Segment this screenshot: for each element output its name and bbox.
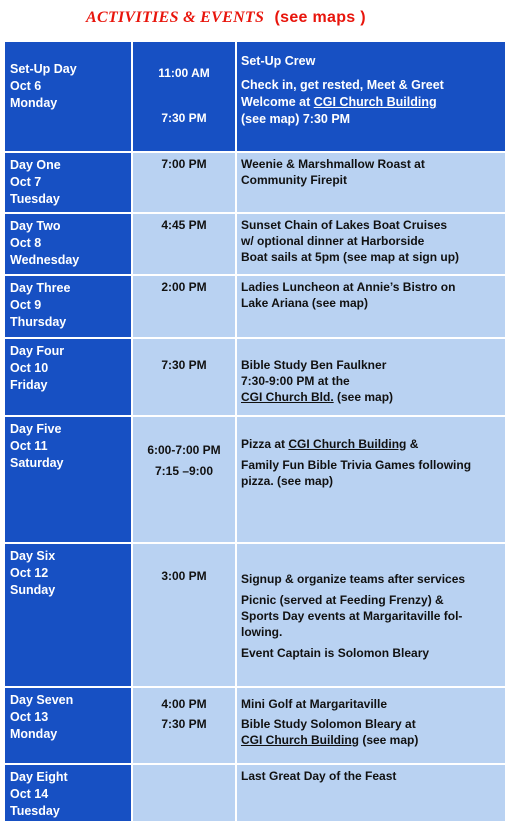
activity-text: [241, 732, 501, 748]
activity-text: Lake Ariana (see map): [241, 296, 368, 310]
day-date: Oct 8: [10, 236, 42, 250]
activity-text: lowing.: [241, 625, 283, 639]
title-subtitle: (see maps ): [274, 9, 366, 26]
time-cell: [133, 339, 235, 415]
time-value: 3:00 PM: [161, 569, 207, 583]
day-date: Oct 11: [10, 439, 48, 453]
activity-text: Event Captain is Solomon Bleary: [241, 646, 430, 660]
activity-cell: [237, 339, 505, 415]
church-building-link[interactable]: CGI Church Building: [241, 733, 359, 747]
day-name: Day Seven: [10, 693, 74, 707]
activity-text-part: Pizza at: [241, 437, 289, 451]
day-name: Day Six: [10, 549, 56, 563]
activity-text: Ladies Luncheon at Annie’s Bistro on: [241, 280, 456, 294]
time-value: 4:45 PM: [161, 218, 207, 232]
time-cell: [133, 42, 235, 151]
day-name: Day Two: [10, 219, 61, 233]
time-cell: [133, 765, 235, 821]
activity-text-part: (see map): [359, 733, 419, 747]
day-name: Day Five: [10, 422, 62, 436]
day-date: Oct 13: [10, 710, 49, 724]
day-cell: [5, 765, 131, 821]
activity-text: Bible Study Ben Faulkner: [241, 358, 387, 372]
day-weekday: Thursday: [10, 315, 67, 329]
activity-text: Weenie & Marshmallow Roast at: [241, 157, 425, 171]
day-weekday: Tuesday: [10, 192, 60, 206]
activity-cell: [237, 214, 505, 274]
activity-text: Community Firepit: [241, 173, 348, 187]
day-weekday: Tuesday: [10, 804, 60, 818]
activity-text: Last Great Day of the Feast: [241, 769, 397, 783]
activity-text: w/ optional dinner at Harborside: [241, 234, 425, 248]
activity-text: Sunset Chain of Lakes Boat Cruises: [241, 218, 448, 232]
time-cell: [133, 214, 235, 274]
activity-text: pizza. (see map): [241, 474, 334, 488]
day-name: Day Eight: [10, 770, 68, 784]
time-value: 2:00 PM: [161, 280, 207, 294]
activity-text: Picnic (served at Feeding Frenzy) &: [241, 593, 444, 607]
day-weekday: Monday: [10, 727, 58, 741]
day-date: Oct 6: [10, 79, 42, 93]
activity-text: [241, 389, 501, 405]
day-cell: [5, 214, 131, 274]
title-text: ACTIVITIES & EVENTS: [86, 9, 265, 26]
table-row: [5, 42, 505, 151]
time-cell: [133, 688, 235, 763]
page-title: [86, 9, 366, 33]
table-row: [5, 214, 505, 274]
day-date: Oct 14: [10, 787, 49, 801]
day-date: Oct 12: [10, 566, 49, 580]
day-name: Day Four: [10, 344, 65, 358]
activity-text: Mini Golf at Margaritaville: [241, 697, 388, 711]
activity-cell: [237, 688, 505, 763]
time-cell: [133, 276, 235, 337]
time-value: 4:00 PM: [161, 697, 207, 711]
activity-cell: [237, 276, 505, 337]
day-weekday: Sunday: [10, 583, 56, 597]
table-row: [5, 417, 505, 542]
time-cell: [133, 417, 235, 542]
table-row: [5, 688, 505, 763]
church-building-link[interactable]: CGI Church Building: [288, 437, 407, 451]
time-value: 7:30 PM: [161, 717, 207, 731]
day-weekday: Wednesday: [10, 253, 80, 267]
day-name: Day One: [10, 158, 61, 172]
activity-text: (see map) 7:30 PM: [241, 112, 351, 126]
day-date: Oct 7: [10, 175, 42, 189]
day-cell: [5, 276, 131, 337]
time-value: 7:00 PM: [161, 157, 207, 171]
table-row: [5, 339, 505, 415]
time-value: 7:15 –9:00: [154, 464, 214, 478]
time-value: 7:30 PM: [161, 111, 207, 125]
day-cell: [5, 42, 131, 151]
time-cell: [133, 153, 235, 212]
day-cell: [5, 153, 131, 212]
activity-text-part: &: [406, 437, 419, 451]
activity-cell: [237, 765, 505, 821]
time-value: 11:00 AM: [158, 66, 210, 80]
day-cell: [5, 688, 131, 763]
activity-text: [241, 436, 501, 452]
activity-cell: [237, 417, 505, 542]
table-row: [5, 544, 505, 686]
activity-cell: [237, 42, 505, 151]
church-bld-link[interactable]: CGI Church Bld.: [241, 390, 334, 404]
activity-heading: Set-Up Crew: [241, 54, 316, 68]
activity-text-part: (see map): [333, 390, 394, 404]
time-cell: [133, 544, 235, 686]
schedule-table: [4, 41, 506, 822]
day-name: Set-Up Day: [10, 62, 77, 76]
activity-text-part: Welcome at: [241, 95, 314, 109]
activity-text: Boat sails at 5pm (see map at sign up): [241, 250, 460, 264]
activity-text: Bible Study Solomon Bleary at: [241, 717, 416, 731]
activity-text: Signup & organize teams after services: [241, 572, 466, 586]
activity-text: 7:30-9:00 PM at the: [241, 374, 350, 388]
table-row: [5, 276, 505, 337]
day-cell: [5, 339, 131, 415]
activity-cell: [237, 544, 505, 686]
day-date: Oct 9: [10, 298, 42, 312]
day-cell: [5, 417, 131, 542]
day-date: Oct 10: [10, 361, 49, 375]
day-weekday: Friday: [10, 378, 48, 392]
day-cell: [5, 544, 131, 686]
day-name: Day Three: [10, 281, 71, 295]
table-row: [5, 153, 505, 212]
activity-text: Check in, get rested, Meet & Greet: [241, 78, 444, 92]
church-building-link[interactable]: CGI Church Building: [313, 95, 437, 109]
day-weekday: Saturday: [10, 456, 64, 470]
time-value: 6:00-7:00 PM: [147, 443, 221, 457]
activity-cell: [237, 153, 505, 212]
activity-text: [241, 94, 501, 111]
time-value: 7:30 PM: [161, 358, 207, 372]
table-row: [5, 765, 505, 821]
activity-text: Family Fun Bible Trivia Games following: [241, 458, 472, 472]
day-weekday: Monday: [10, 96, 58, 110]
activity-text: Sports Day events at Margaritaville fol-: [241, 609, 463, 623]
